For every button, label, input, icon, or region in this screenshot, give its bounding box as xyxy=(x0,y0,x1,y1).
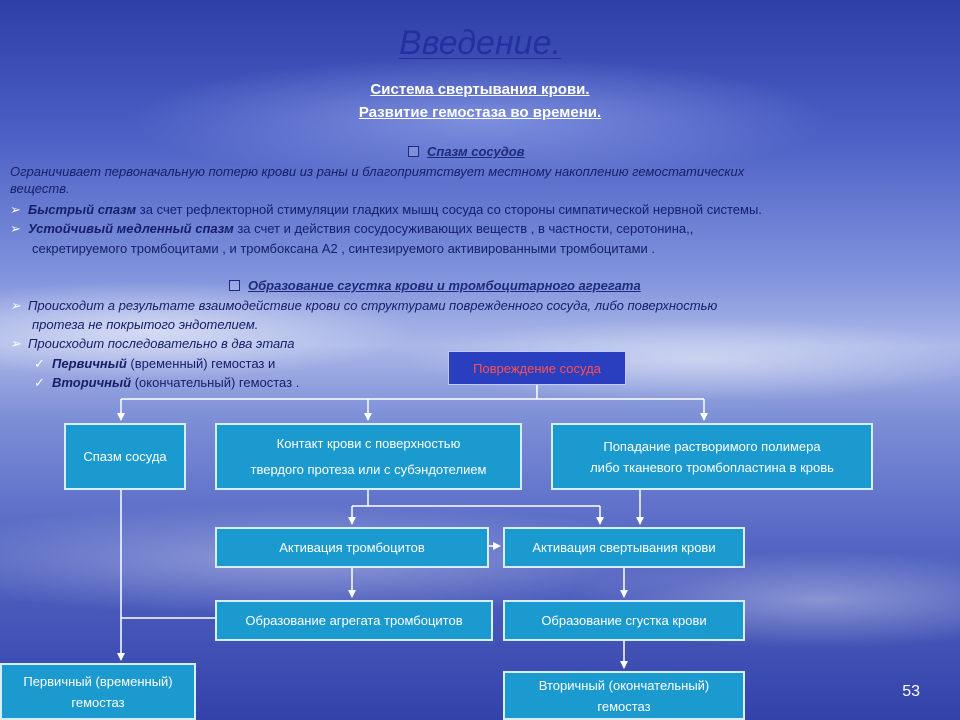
node-primary-hemostasis-line2: гемостаз xyxy=(71,694,125,710)
section1-intro-line1: Ограничивает первоначальную потерю крови из раны и благоприятствует местному накоплению гемостатических xyxy=(10,164,745,179)
section2-bullet1-line2: протеза не покрытого эндотелием. xyxy=(32,317,259,332)
checkmark-icon: ✓ xyxy=(34,375,45,390)
section1-bullet1-bold: Быстрый спазм xyxy=(28,202,137,217)
section1-heading: Спазм сосудов xyxy=(427,144,525,159)
node-primary-hemostasis xyxy=(0,663,196,720)
node-vessel-damage-label: Повреждение сосуда xyxy=(473,360,601,376)
node-blood-contact-line2: твердого протеза или с субэндотелием xyxy=(250,462,487,477)
node-vessel-spasm xyxy=(64,423,186,490)
node-clot-formation-label: Образование сгустка крови xyxy=(541,613,707,628)
page-number: 53 xyxy=(902,683,920,700)
node-vessel-damage xyxy=(448,351,626,385)
node-platelet-activation-label: Активация тромбоцитов xyxy=(279,540,425,555)
section1-bullet1-text: за счет рефлекторной стимуляции гладких мышц сосуда со стороны симпатической нервной системы. xyxy=(136,202,762,217)
node-platelet-aggregate-label: Образование агрегата тромбоцитов xyxy=(245,613,463,628)
section2-heading: Образование сгустка крови и тромбоцитарного агрегата xyxy=(248,278,641,293)
arrow-bullet-icon: ➢ xyxy=(10,336,21,351)
arrow-bullet-icon: ➢ xyxy=(10,298,21,313)
node-platelet-aggregate xyxy=(215,600,493,641)
node-polymer-entry xyxy=(551,423,873,490)
section2-check2-text: (окончательный) гемостаз . xyxy=(131,375,300,390)
section1-bullet2-text: за счет и действия сосудосуживающих веществ , в частности, серотонина,, xyxy=(233,221,694,236)
section2-check1-text: (временный) гемостаз и xyxy=(126,356,276,371)
node-primary-hemostasis-line1: Первичный (временный) xyxy=(23,673,173,689)
slide-title: Введение. xyxy=(399,24,561,62)
node-polymer-entry-line2: либо тканевого тромбопластина в кровь xyxy=(590,459,834,475)
section1-bullet2-bold: Устойчивый медленный спазм xyxy=(28,221,234,236)
node-coagulation-activation-label: Активация свертывания крови xyxy=(532,540,716,555)
section2-bullet2-text: Происходит последовательно в два этапа xyxy=(28,336,295,351)
arrow-bullet-icon: ➢ xyxy=(10,221,21,236)
section1-bullet2-line2: секретируемого тромбоцитами , и тромбоксана А2 , синтезируемого активированными тромбоцитами . xyxy=(32,241,656,256)
node-polymer-entry-line1: Попадание растворимого полимера xyxy=(603,438,821,454)
node-blood-contact xyxy=(215,423,522,490)
node-secondary-hemostasis xyxy=(503,671,745,720)
subtitle-2: Развитие гемостаза во времени. xyxy=(358,104,602,121)
section2-check2-bold: Вторичный xyxy=(52,375,132,390)
subtitle-1: Система свертывания крови. xyxy=(370,81,590,98)
section1-intro-line2: веществ. xyxy=(10,181,70,196)
node-blood-contact-line1: Контакт крови с поверхностью xyxy=(276,436,461,451)
node-secondary-hemostasis-line1: Вторичный (окончательный) xyxy=(538,677,710,693)
node-vessel-spasm-label: Спазм сосуда xyxy=(83,449,167,464)
node-coagulation-activation xyxy=(503,527,745,568)
section2-check1-bold: Первичный xyxy=(52,356,127,371)
node-secondary-hemostasis-line2: гемостаз xyxy=(597,698,651,714)
checkmark-icon: ✓ xyxy=(34,356,45,371)
node-clot-formation xyxy=(503,600,745,641)
arrow-bullet-icon: ➢ xyxy=(10,202,21,217)
node-platelet-activation xyxy=(215,527,489,568)
section2-bullet1-line1: Происходит а результате взаимодействие крови со структурами поврежденного сосуда, либо поверхностью xyxy=(28,298,718,313)
